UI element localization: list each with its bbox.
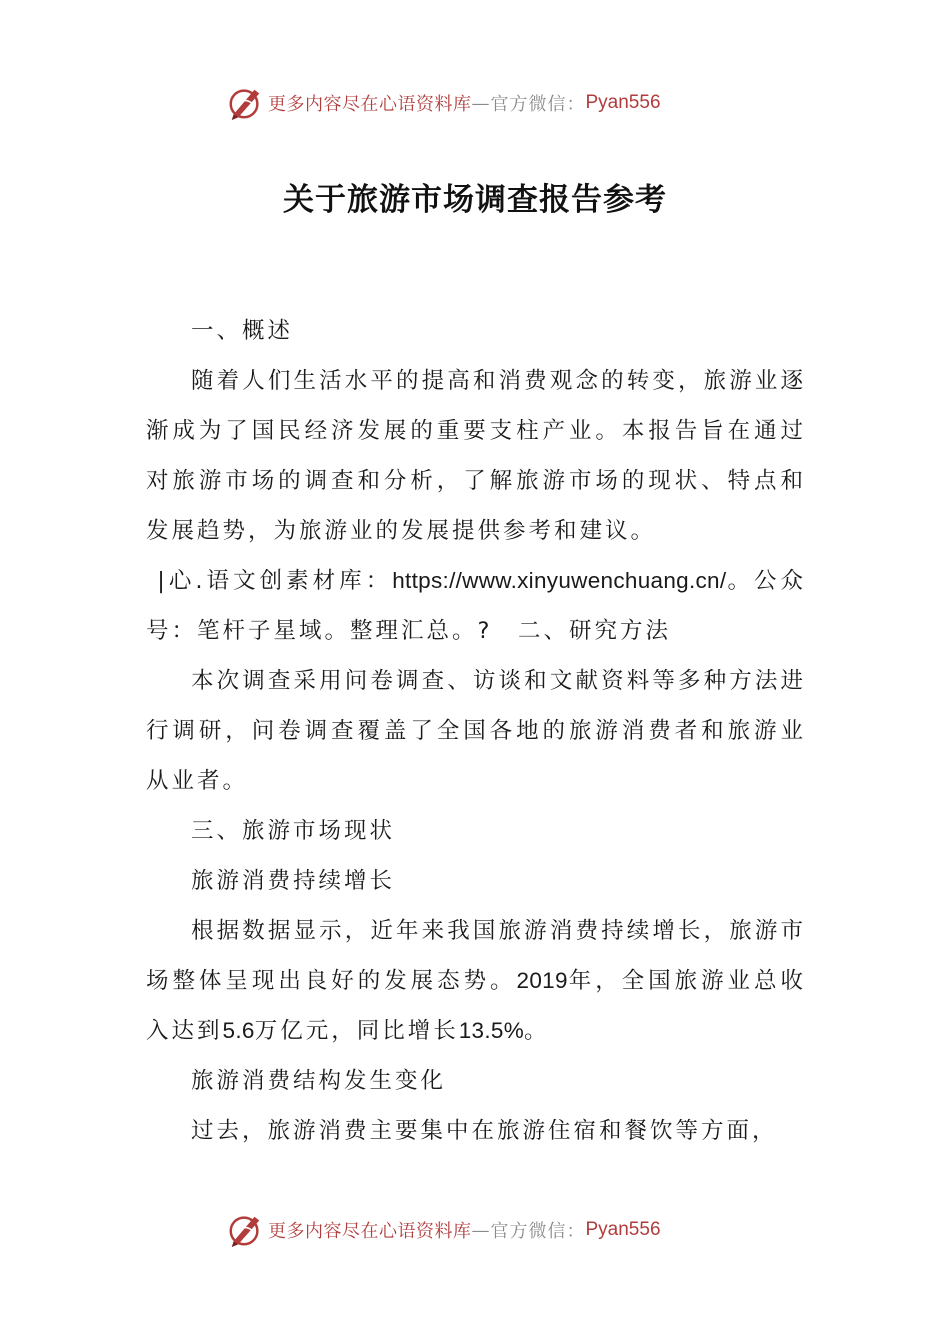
banner-dash: — [471,92,491,114]
banner-wechat-label: 官方微信： [490,94,586,115]
document-title: 关于旅游市场调查报告参考 [283,182,667,218]
source-suffix: 。公众号：笔杆子星域。整理汇总。? 二、研究方法 [146,568,806,644]
section-heading: 一、概述 [191,318,294,344]
source-link[interactable]: https://www.xinyuwenchuang.cn/ [392,568,727,593]
paragraph: 过去，旅游消费主要集中在旅游住宿和餐饮等方面， [191,1118,778,1144]
para-text: 年，全国旅游业总收入达到 [146,968,806,1044]
paragraph: 随着人们生活水平的提高和消费观念的转变，旅游业逐渐成为了国民经济发展的重要支柱产业。本报告旨在通过对旅游市场的调查和分析，了解旅游市场的现状、特点和发展趋势，为旅游业的发展提供参考和建议。 [146,368,806,544]
banner-text: 更多内容尽在心语资料库 [268,1221,472,1242]
paragraph: 本次调查采用问卷调查、访谈和文献资料等多种方法进行调研，问卷调查覆盖了全国各地的旅游消费者和旅游业从业者。 [146,668,806,794]
document-body [146,306,806,1156]
banner-wechat-id: Pyan556 [585,1219,661,1240]
para-value: 5.6 [222,1018,255,1043]
banner-text: 更多内容尽在心语资料库 [268,94,472,115]
paragraph [146,906,806,1056]
para-year: 2019 [516,968,568,993]
source-line [146,556,806,656]
pen-logo-icon [226,84,264,122]
section-heading: 三、旅游市场现状 [191,818,396,844]
subsection-heading: 旅游消费结构发生变化 [191,1068,447,1094]
para-text: 根据数据显示，近年来我国旅游消费持续增长，旅游市场整体呈现出良好的发展态势。 [146,918,806,994]
banner-dash: — [471,1219,491,1241]
footer-banner [226,1210,746,1250]
header-banner [226,83,746,123]
pen-logo-icon [226,1211,264,1249]
para-text: 万亿元，同比增长 [254,1018,459,1044]
subsection-heading: 旅游消费持续增长 [191,868,396,894]
para-text: 。 [524,1018,550,1044]
banner-wechat-id: Pyan556 [585,92,661,113]
banner-wechat-label: 官方微信： [490,1221,586,1242]
para-percent: 13.5% [458,1018,525,1043]
source-prefix: |心.语文创素材库： [157,568,393,594]
